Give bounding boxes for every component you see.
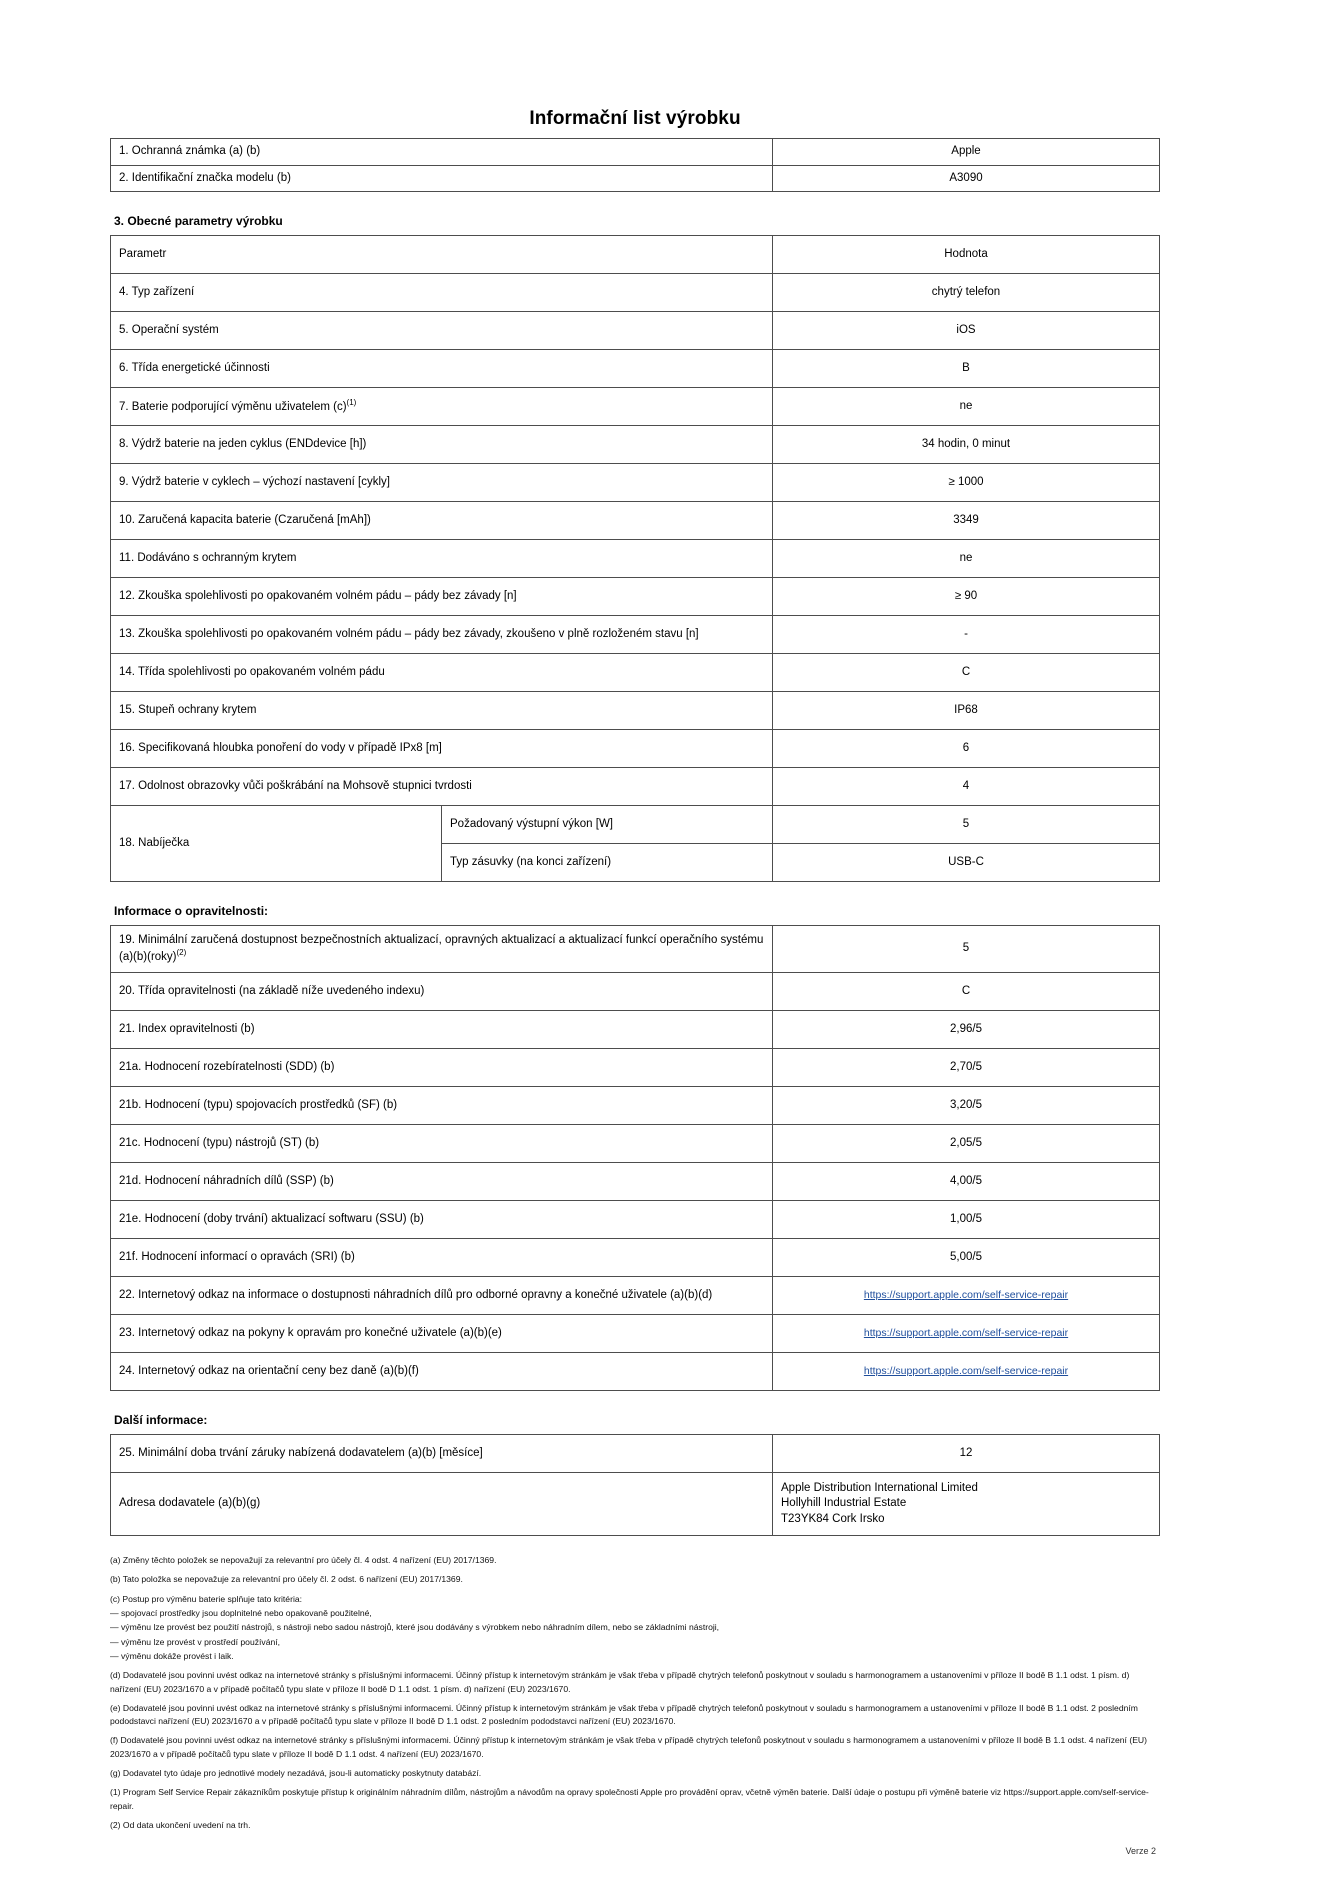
footnote-d: (d) Dodavatelé jsou povinni uvést odkaz na internetové stránky s příslušnými informacemi. Účinný přístup k internetovým stránkám je však třeba v případě chytrých telefonů poskytnout v souladu s harmonogramem a ustanoveními v příloze II bodě B 1.1 odst. 1 písm. d) nařízení (EU) 2023/1670 a v případě počítačů typu slate v příloze II bodě D 1.1 odst. 1 písm. d) nařízení (EU) 2023/1670. (110, 1670, 1130, 1694)
repair-instructions-link-label: 23. Internetový odkaz na pokyny k opravám pro konečné uživatele (a)(b)(e) (111, 1315, 773, 1353)
spare-parts-link-label: 22. Internetový odkaz na informace o dostupnosti náhradních dílů pro odborné opravny a konečné uživatele (a)(b)(d) (111, 1277, 773, 1315)
version-label: Verze 2 (1125, 1846, 1156, 1857)
table-row (111, 973, 1160, 1011)
table-row (111, 1087, 1160, 1125)
device-type-label: 4. Typ zařízení (111, 274, 773, 312)
table-row (111, 388, 1160, 426)
footnote-marker-1: (1) (346, 397, 357, 407)
table-header-row (111, 236, 1160, 274)
warranty-duration-value: 12 (773, 1435, 1160, 1473)
repairability-class-label: 20. Třída opravitelnosti (na základě níže uvedeného indexu) (111, 973, 773, 1011)
scratch-resistance-value: 4 (773, 768, 1160, 806)
st-score-value: 2,05/5 (773, 1125, 1160, 1163)
charger-socket-type-label: Typ zásuvky (na konci zařízení) (442, 844, 773, 882)
water-depth-value: 6 (773, 730, 1160, 768)
repairability-index-value: 2,96/5 (773, 1011, 1160, 1049)
repairability-table (110, 925, 1160, 1391)
trademark-value: Apple (773, 139, 1160, 166)
security-updates-text: 19. Minimální zaručená dostupnost bezpečnostních aktualizací, opravných aktualizací a aktualizací funkcí operačního systému (a)(b)(roky) (119, 933, 764, 963)
charger-output-power-label: Požadovaný výstupní výkon [W] (442, 806, 773, 844)
battery-cycles-value: ≥ 1000 (773, 464, 1160, 502)
operating-system-label: 5. Operační systém (111, 312, 773, 350)
table-row (111, 654, 1160, 692)
protective-cover-value: ne (773, 540, 1160, 578)
table-row (111, 1435, 1160, 1473)
scratch-resistance-label: 17. Odolnost obrazovky vůči poškrábání na Mohsově stupnici tvrdosti (111, 768, 773, 806)
table-row (111, 1125, 1160, 1163)
drop-reliability-class-value: C (773, 654, 1160, 692)
drop-test-label: 12. Zkouška spolehlivosti po opakovaném volném pádu – pády bez závady [n] (111, 578, 773, 616)
table-row (111, 540, 1160, 578)
battery-capacity-value: 3349 (773, 502, 1160, 540)
st-score-label: 21c. Hodnocení (typu) nástrojů (ST) (b) (111, 1125, 773, 1163)
table-row (111, 464, 1160, 502)
footnote-e: (e) Dodavatelé jsou povinni uvést odkaz na internetové stránky s příslušnými informacemi. Účinný přístup k internetovým stránkám je však třeba v případě chytrých telefonů poskytnout v souladu s harmonogramem a ustanoveními v příloze II bodě B 1.1 odst. 2 posledním pododstavci nařízení (EU) 2023/1670 a v případě počítačů typu slate v příloze II bodě D 1.1 odst. 2 posledním pododstavci nařízení (EU) 2023/1670. (110, 1702, 1138, 1727)
footnote-c-item-1: — spojovací prostředky jsou doplnitelné nebo opakovaně použitelné, (110, 1607, 372, 1618)
supplier-address-line-3: T23YK84 Cork Irsko (781, 1512, 885, 1525)
sf-score-label: 21b. Hodnocení (typu) spojovacích prostředků (SF) (b) (111, 1087, 773, 1125)
user-replaceable-battery-text: 7. Baterie podporující výměnu uživatelem (c) (119, 400, 347, 413)
indicative-prices-link-label: 24. Internetový odkaz na orientační ceny bez daně (a)(b)(f) (111, 1353, 773, 1391)
footnote-f: (f) Dodavatelé jsou povinni uvést odkaz na internetové stránky s příslušnými informacemi. Účinný přístup k internetovým stránkám je však třeba v případě chytrých telefonů poskytnout v souladu s harmonogramem a ustanoveními v příloze II bodě B 1.1 odst. 4 nařízení (EU) 2023/1670 a v případě počítačů typu slate v příloze II bodě D 1.1 odst. 4 nařízení (EU) 2023/1670. (110, 1735, 1147, 1759)
sf-score-value: 3,20/5 (773, 1087, 1160, 1125)
spare-parts-link[interactable]: https://support.apple.com/self-service-repair (863, 1288, 1069, 1301)
sri-score-value: 5,00/5 (773, 1239, 1160, 1277)
sdd-score-value: 2,70/5 (773, 1049, 1160, 1087)
table-row (111, 1049, 1160, 1087)
footnote-c-item-4: — výměnu dokáže provést i laik. (110, 1650, 234, 1661)
table-row (111, 1011, 1160, 1049)
table-row (111, 139, 1160, 166)
table-row (111, 578, 1160, 616)
charger-output-power-value: 5 (773, 806, 1160, 844)
table-row (111, 926, 1160, 973)
sdd-score-label: 21a. Hodnocení rozebíratelnosti (SDD) (b) (111, 1049, 773, 1087)
user-replaceable-battery-label (111, 388, 773, 426)
table-row (111, 312, 1160, 350)
footnote-2: (2) Od data ukončení uvedení na trh. (110, 1820, 251, 1831)
footnote-b: (b) Tato položka se nepovažuje za relevantní pro účely čl. 2 odst. 6 nařízení (EU) 2017/1369. (110, 1574, 463, 1585)
repair-instructions-link-cell[interactable] (773, 1315, 1160, 1353)
table-row (111, 616, 1160, 654)
table-row (111, 274, 1160, 312)
table-row (111, 768, 1160, 806)
ssu-score-label: 21e. Hodnocení (doby trvání) aktualizací softwaru (SSU) (b) (111, 1201, 773, 1239)
table-row (111, 426, 1160, 464)
repairability-heading: Informace o opravitelnosti: (114, 904, 269, 919)
repairability-index-label: 21. Index opravitelnosti (b) (111, 1011, 773, 1049)
device-type-value: chytrý telefon (773, 274, 1160, 312)
supplier-address-line-1: Apple Distribution International Limited (781, 1481, 978, 1494)
drop-test-value: ≥ 90 (773, 578, 1160, 616)
ingress-protection-value: IP68 (773, 692, 1160, 730)
user-replaceable-battery-value: ne (773, 388, 1160, 426)
table-row (111, 1473, 1160, 1536)
identification-table (110, 138, 1160, 192)
spare-parts-link-cell[interactable] (773, 1277, 1160, 1315)
warranty-duration-label: 25. Minimální doba trvání záruky nabízená dodavatelem (a)(b) [měsíce] (111, 1435, 773, 1473)
repairability-class-value: C (773, 973, 1160, 1011)
drop-test-unfolded-label: 13. Zkouška spolehlivosti po opakovaném volném pádu – pády bez závady, zkoušeno v plně rozloženém stavu [n] (111, 616, 773, 654)
footnote-c: (c) Postup pro výměnu baterie splňuje tato kritéria: (110, 1593, 303, 1604)
footnote-c-item-2: — výměnu lze provést bez použití nástrojů, s nástroji nebo sadou nástrojů, které jsou dodávány s výrobkem nebo náhradním dílem, nebo se základními nástroji, (110, 1622, 720, 1633)
energy-class-label: 6. Třída energetické účinnosti (111, 350, 773, 388)
indicative-prices-link[interactable]: https://support.apple.com/self-service-repair (863, 1364, 1069, 1377)
table-row (111, 730, 1160, 768)
footnote-marker-2: (2) (176, 948, 187, 958)
supplier-address-label: Adresa dodavatele (a)(b)(g) (111, 1473, 773, 1536)
footnote-c-item-3: — výměnu lze provést v prostředí používání, (110, 1636, 281, 1647)
table-row (111, 1277, 1160, 1315)
battery-cycles-label: 9. Výdrž baterie v cyklech – výchozí nastavení [cykly] (111, 464, 773, 502)
charger-label: 18. Nabíječka (111, 806, 442, 882)
table-row (111, 350, 1160, 388)
battery-endurance-cycle-value: 34 hodin, 0 minut (773, 426, 1160, 464)
energy-class-value: B (773, 350, 1160, 388)
footnote-1: (1) Program Self Service Repair zákazníkům poskytuje přístup k originálním náhradním dílům, nástrojům a návodům na opravy společnosti Apple pro provádění oprav, včetně výměn baterie. Další údaje o postupu při výměně baterie viz https://support.apple.com/self-service-repair. (110, 1787, 1149, 1811)
model-identifier-label: 2. Identifikační značka modelu (b) (111, 165, 773, 192)
table-row (111, 1353, 1160, 1391)
table-row (111, 502, 1160, 540)
table-row (111, 1315, 1160, 1353)
footnote-a: (a) Změny těchto položek se nepovažují za relevantní pro účely čl. 4 odst. 4 nařízení (EU) 2017/1369. (110, 1555, 497, 1566)
indicative-prices-link-cell[interactable] (773, 1353, 1160, 1391)
table-row (111, 165, 1160, 192)
charger-socket-type-value: USB-C (773, 844, 1160, 882)
security-updates-value: 5 (773, 926, 1160, 973)
drop-reliability-class-label: 14. Třída spolehlivosti po opakovaném volném pádu (111, 654, 773, 692)
supplier-address-line-2: Hollyhill Industrial Estate (781, 1497, 907, 1510)
battery-capacity-label: 10. Zaručená kapacita baterie (Czaručená [mAh]) (111, 502, 773, 540)
ssp-score-value: 4,00/5 (773, 1163, 1160, 1201)
ssu-score-value: 1,00/5 (773, 1201, 1160, 1239)
model-identifier-value: A3090 (773, 165, 1160, 192)
ssp-score-label: 21d. Hodnocení náhradních dílů (SSP) (b) (111, 1163, 773, 1201)
ingress-protection-label: 15. Stupeň ochrany krytem (111, 692, 773, 730)
footnotes-block (110, 1554, 1160, 1832)
footnote-g: (g) Dodavatel tyto údaje pro jednotlivé modely nezadává, jsou-li automaticky poskytnuty databází. (110, 1768, 482, 1779)
operating-system-value: iOS (773, 312, 1160, 350)
sri-score-label: 21f. Hodnocení informací o opravách (SRI) (b) (111, 1239, 773, 1277)
security-updates-label (111, 926, 773, 973)
general-parameters-heading: 3. Obecné parametry výrobku (114, 214, 283, 229)
additional-information-table (110, 1434, 1160, 1536)
column-header-parameter: Parametr (111, 236, 773, 274)
column-header-value: Hodnota (773, 236, 1160, 274)
supplier-address-value (773, 1473, 1160, 1536)
protective-cover-label: 11. Dodáváno s ochranným krytem (111, 540, 773, 578)
general-parameters-table (110, 235, 1160, 882)
page-title: Informační list výrobku (529, 108, 741, 129)
sheet-content (110, 108, 1160, 1856)
water-depth-label: 16. Specifikovaná hloubka ponoření do vody v případě IPx8 [m] (111, 730, 773, 768)
repair-instructions-link[interactable]: https://support.apple.com/self-service-repair (863, 1326, 1069, 1339)
table-row (111, 1163, 1160, 1201)
drop-test-unfolded-value: - (773, 616, 1160, 654)
table-row (111, 1239, 1160, 1277)
table-row (111, 1201, 1160, 1239)
table-row (111, 806, 1160, 844)
trademark-label: 1. Ochranná známka (a) (b) (111, 139, 773, 166)
table-row (111, 692, 1160, 730)
battery-endurance-cycle-label: 8. Výdrž baterie na jeden cyklus (ENDdevice [h]) (111, 426, 773, 464)
additional-information-heading: Další informace: (114, 1413, 208, 1428)
